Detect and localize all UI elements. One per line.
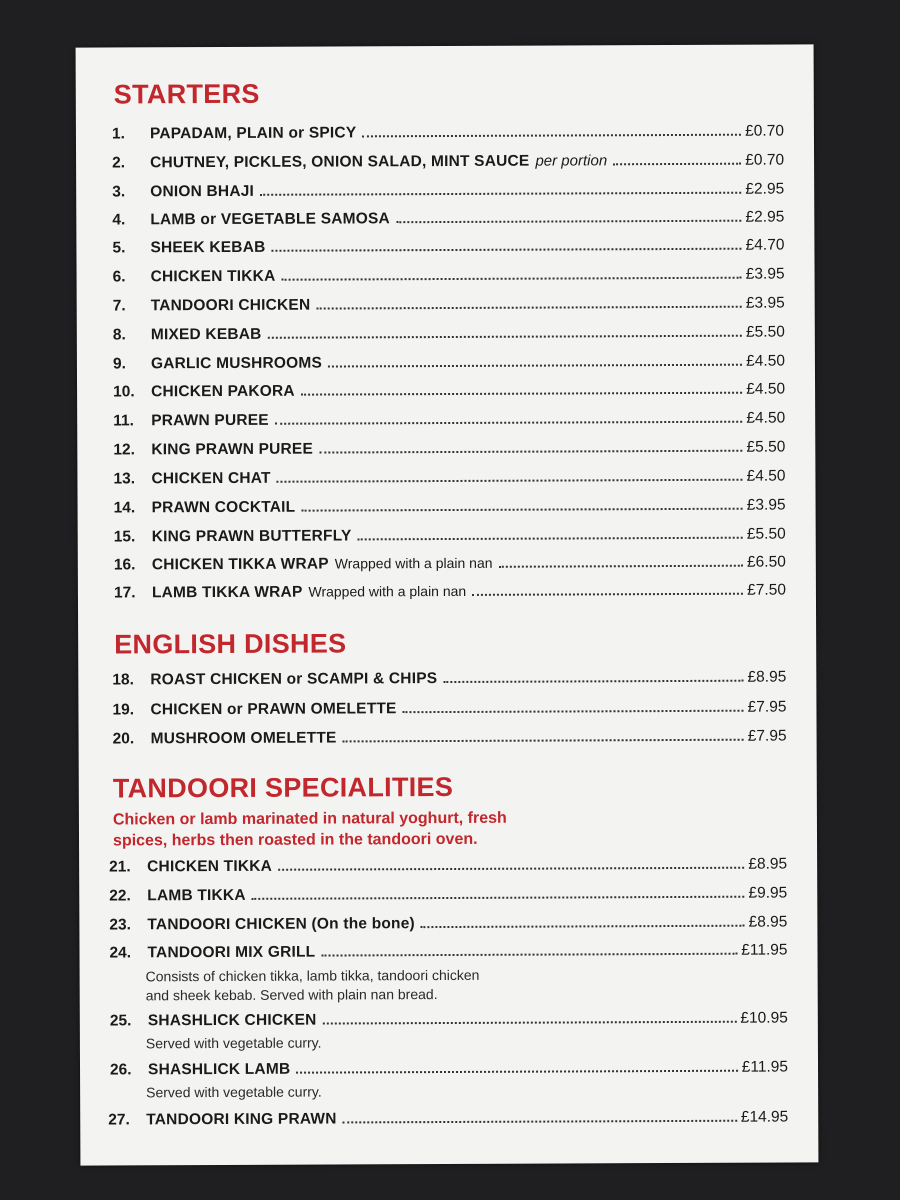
dot-leader bbox=[319, 450, 743, 454]
item-price: £0.70 bbox=[745, 122, 784, 140]
section-title-tandoori-specialities: TANDOORI SPECIALITIES bbox=[112, 771, 454, 804]
item-price: £3.95 bbox=[745, 265, 785, 283]
item-name: LAMB TIKKA WRAP bbox=[151, 583, 303, 602]
dot-leader bbox=[301, 508, 742, 512]
item-name: SHASHLICK CHICKEN bbox=[147, 1011, 317, 1030]
item-name: TANDOORI MIX GRILL bbox=[147, 943, 316, 962]
menu-item bbox=[110, 1010, 788, 1035]
item-price: £11.95 bbox=[741, 941, 788, 959]
dot-leader bbox=[301, 392, 742, 396]
item-number: 24. bbox=[109, 944, 132, 962]
dot-leader bbox=[343, 739, 744, 743]
item-price: £8.95 bbox=[748, 913, 788, 931]
item-name: TANDOORI CHICKEN (On the bone) bbox=[147, 915, 415, 934]
item-name: CHUTNEY, PICKLES, ONION SALAD, MINT SAUCE bbox=[150, 152, 530, 172]
menu-item bbox=[113, 410, 785, 435]
dot-leader bbox=[421, 925, 745, 928]
menu-item bbox=[108, 1109, 788, 1134]
item-price: £4.50 bbox=[746, 380, 786, 398]
dot-leader bbox=[321, 953, 737, 957]
menu-item bbox=[112, 123, 784, 148]
item-note: per portion bbox=[535, 152, 608, 170]
item-number: 10. bbox=[113, 383, 135, 401]
menu-item bbox=[113, 381, 785, 406]
item-number: 15. bbox=[113, 528, 136, 546]
dot-leader bbox=[271, 248, 741, 252]
item-number: 27. bbox=[108, 1111, 130, 1129]
dot-leader bbox=[323, 1021, 737, 1025]
item-price: £3.95 bbox=[745, 294, 785, 312]
dot-leader bbox=[443, 680, 743, 683]
item-price: £4.50 bbox=[746, 467, 786, 485]
item-name: KING PRAWN BUTTERFLY bbox=[151, 527, 352, 546]
dot-leader bbox=[403, 710, 744, 713]
item-name: PRAWN PUREE bbox=[151, 411, 269, 430]
item-price: £2.95 bbox=[745, 180, 785, 198]
item-number: 23. bbox=[109, 916, 131, 934]
menu-item bbox=[114, 526, 786, 551]
item-number: 11. bbox=[113, 412, 134, 430]
item-number: 5. bbox=[112, 239, 126, 257]
menu-item bbox=[113, 295, 785, 320]
item-description: Served with vegetable curry. bbox=[145, 1034, 322, 1052]
menu-item bbox=[112, 237, 784, 262]
section-description: Chicken or lamb marinated in natural yoghurt, fresh bbox=[112, 809, 507, 829]
item-number: 16. bbox=[113, 556, 136, 574]
item-note: Wrapped with a plain nan bbox=[308, 582, 467, 600]
item-name: CHICKEN TIKKA bbox=[147, 857, 273, 876]
item-name: ROAST CHICKEN or SCAMPI & CHIPS bbox=[150, 670, 438, 689]
menu-item bbox=[109, 856, 787, 881]
dot-leader bbox=[275, 421, 743, 425]
dot-leader bbox=[396, 220, 742, 224]
menu-item bbox=[114, 497, 786, 522]
item-price: £5.50 bbox=[745, 323, 785, 341]
item-number: 22. bbox=[109, 887, 131, 905]
menu-item bbox=[110, 1059, 788, 1084]
menu-item bbox=[112, 152, 784, 177]
item-price: £8.95 bbox=[747, 668, 787, 686]
dot-leader bbox=[357, 537, 742, 541]
item-name: PRAWN COCKTAIL bbox=[151, 498, 296, 517]
section-description: spices, herbs then roasted in the tandoori oven. bbox=[112, 830, 478, 850]
item-price: £3.95 bbox=[746, 496, 786, 514]
item-name: TANDOORI CHICKEN bbox=[150, 296, 311, 315]
dot-leader bbox=[268, 335, 742, 339]
item-name: SHEEK KEBAB bbox=[150, 238, 266, 257]
menu-item bbox=[112, 699, 786, 724]
dot-leader bbox=[499, 565, 744, 568]
menu-item bbox=[112, 181, 784, 206]
item-number: 26. bbox=[109, 1061, 132, 1079]
item-number: 7. bbox=[112, 297, 126, 315]
item-name: CHICKEN TIKKA bbox=[150, 267, 276, 286]
item-number: 19. bbox=[112, 701, 135, 719]
menu-item bbox=[113, 324, 785, 349]
menu-item bbox=[113, 728, 787, 753]
dot-leader bbox=[328, 364, 742, 368]
dot-leader bbox=[260, 192, 741, 196]
menu-item bbox=[109, 885, 787, 910]
menu-item bbox=[114, 554, 786, 579]
dot-leader bbox=[362, 134, 741, 138]
item-name: MIXED KEBAB bbox=[150, 325, 262, 344]
item-name: LAMB TIKKA bbox=[147, 886, 246, 905]
item-price: £2.95 bbox=[745, 208, 785, 226]
menu-page bbox=[76, 44, 819, 1165]
menu-item bbox=[113, 468, 785, 493]
menu-item bbox=[109, 914, 787, 939]
dot-leader bbox=[343, 1120, 737, 1124]
item-number: 1. bbox=[111, 125, 125, 143]
item-price: £4.70 bbox=[745, 236, 785, 254]
item-number: 4. bbox=[112, 211, 126, 229]
menu-item bbox=[113, 266, 785, 291]
item-number: 9. bbox=[112, 355, 126, 373]
item-name: MUSHROOM OMELETTE bbox=[150, 729, 337, 748]
item-name: LAMB or VEGETABLE SAMOSA bbox=[150, 210, 390, 229]
item-number: 8. bbox=[112, 326, 126, 344]
item-number: 21. bbox=[109, 858, 131, 876]
item-name: CHICKEN TIKKA WRAP bbox=[151, 555, 329, 574]
section-title-starters: STARTERS bbox=[113, 78, 260, 110]
menu-item bbox=[114, 582, 786, 607]
item-name: CHICKEN CHAT bbox=[151, 469, 271, 488]
dot-leader bbox=[278, 867, 744, 871]
item-number: 2. bbox=[112, 154, 126, 172]
item-price: £7.95 bbox=[747, 698, 787, 716]
dot-leader bbox=[472, 593, 743, 596]
dot-leader bbox=[613, 163, 741, 166]
menu-item bbox=[112, 669, 786, 694]
item-number: 20. bbox=[112, 730, 135, 748]
item-price: £9.95 bbox=[748, 884, 788, 902]
item-description: Consists of chicken tikka, lamb tikka, tandoori chicken bbox=[145, 966, 480, 985]
item-price: £5.50 bbox=[746, 438, 786, 456]
item-price: £4.50 bbox=[746, 352, 785, 370]
item-name: PAPADAM, PLAIN or SPICY bbox=[149, 124, 357, 143]
item-price: £11.95 bbox=[741, 1058, 789, 1076]
item-name: SHASHLICK LAMB bbox=[147, 1060, 291, 1079]
item-number: 13. bbox=[113, 470, 136, 488]
item-name: ONION BHAJI bbox=[150, 182, 255, 201]
menu-item bbox=[113, 439, 785, 464]
dot-leader bbox=[281, 277, 741, 281]
item-price: £8.95 bbox=[748, 855, 788, 873]
item-number: 6. bbox=[112, 268, 126, 286]
item-name: TANDOORI KING PRAWN bbox=[146, 1110, 337, 1129]
item-name: GARLIC MUSHROOMS bbox=[150, 354, 323, 373]
item-name: KING PRAWN PUREE bbox=[151, 440, 314, 459]
item-number: 12. bbox=[113, 441, 135, 459]
item-number: 3. bbox=[112, 183, 126, 201]
item-description: Served with vegetable curry. bbox=[146, 1083, 322, 1101]
menu-item bbox=[112, 209, 784, 234]
item-price: £6.50 bbox=[746, 553, 786, 571]
item-name: CHICKEN or PRAWN OMELETTE bbox=[150, 700, 397, 719]
menu-item bbox=[113, 353, 785, 378]
item-number: 14. bbox=[113, 499, 136, 517]
section-title-english-dishes: ENGLISH DISHES bbox=[114, 628, 347, 660]
dot-leader bbox=[316, 306, 742, 310]
item-price: £0.70 bbox=[745, 151, 785, 169]
item-price: £7.50 bbox=[747, 581, 786, 599]
dot-leader bbox=[277, 479, 743, 483]
item-price: £14.95 bbox=[740, 1108, 789, 1126]
item-price: £5.50 bbox=[746, 525, 786, 543]
menu-item bbox=[109, 942, 787, 967]
item-note: Wrapped with a plain nan bbox=[334, 554, 493, 572]
item-description: and sheek kebab. Served with plain nan bread. bbox=[145, 986, 438, 1004]
item-price: £10.95 bbox=[740, 1009, 788, 1027]
item-number: 17. bbox=[113, 584, 136, 602]
dot-leader bbox=[296, 1070, 737, 1074]
dot-leader bbox=[252, 896, 745, 900]
item-number: 18. bbox=[112, 671, 134, 689]
item-price: £7.95 bbox=[747, 727, 787, 745]
item-number: 25. bbox=[109, 1012, 132, 1030]
item-name: CHICKEN PAKORA bbox=[151, 382, 295, 401]
item-price: £4.50 bbox=[746, 409, 786, 427]
